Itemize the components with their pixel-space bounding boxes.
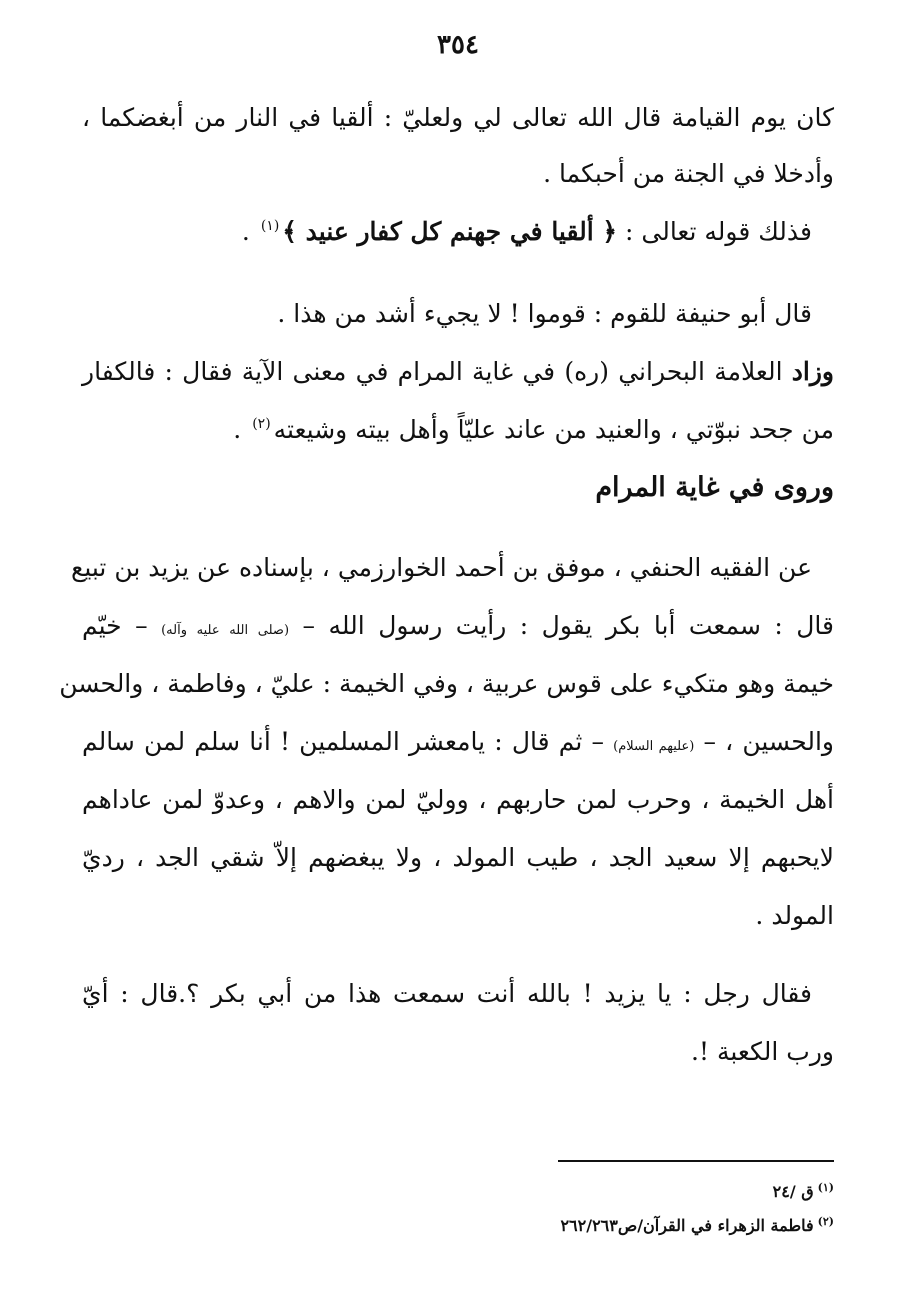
footnote-2-text: فاطمة الزهراء في القرآن/ص٢٦٢/٢٦٣ [560, 1216, 814, 1235]
footnote-2 [560, 1214, 834, 1240]
line-8-text: قال : سمعت أبا بكر يقول : رأيت رسول الله – [289, 611, 834, 640]
text-line-11: أهل الخيمة ، وحرب لمن حاربهم ، ووليّ لمن والاهم ، وعدوّ لمن عاداهم [82, 785, 834, 814]
line-10-text: والحسين ، – [694, 727, 834, 756]
verse-end: . [241, 217, 258, 246]
text-line-9: خيمة وهو متكيء على قوس عربية ، وفي الخيمة : عليّ ، وفاطمة ، والحسن [59, 669, 834, 698]
text-line-4: قال أبو حنيفة للقوم : قوموا ! لا يجيء أشد من هذا . [277, 299, 812, 328]
section-heading: وروى في غاية المرام [595, 472, 834, 503]
verse-intro: فذلك قوله تعالى : [617, 217, 812, 246]
footnote-1 [773, 1180, 834, 1206]
text-line-14: فقال رجل : يا يزيد ! بالله أنت سمعت هذا من أبي بكر ؟.قال : أيّ [82, 979, 812, 1008]
line-6-end: . [233, 415, 250, 444]
lead-word: وزاد [791, 357, 834, 386]
footnote-separator [558, 1160, 834, 1162]
footnote-ref-1: (١) [260, 218, 280, 234]
text-line-5 [82, 352, 834, 392]
footnote-1-text: ق /٢٤ [772, 1182, 814, 1201]
footnote-ref-2: (٢) [252, 416, 271, 432]
text-line-13: المولد . [755, 901, 834, 930]
text-line-2: وأدخلا في الجنة من أحبكما . [543, 159, 834, 188]
text-line-12: لايحبهم إلا سعيد الجد ، طيب المولد ، ولا يبغضهم إلاّ شقي الجد ، رديّ [82, 843, 834, 872]
line-10-end: – ثم قال : يامعشر المسلمين ! أنا سلم لمن سالم [82, 727, 614, 756]
text-line-7: عن الفقيه الحنفي ، موفق بن أحمد الخوارزمي ، بإسناده عن يزيد بن تبيع [71, 553, 812, 582]
footnote-2-mark: (٢) [817, 1215, 834, 1228]
text-line-8 [82, 606, 834, 651]
text-line-1: كان يوم القيامة قال الله تعالى لي ولعليّ : ألقيا في النار من أبغضكما ، [82, 103, 834, 132]
footnote-1-mark: (١) [817, 1181, 834, 1194]
line-5-rest: العلامة البحراني (ره) في غاية المرام في معنى الآية فقال : فالكفار [82, 357, 792, 386]
line-6-text: من جحد نبوّتي ، والعنيد من عاند عليّاً وأهل بيته وشيعته [273, 415, 834, 444]
text-line-10 [82, 722, 834, 767]
salutation-small: (صلى الله عليه وآله) [161, 623, 290, 638]
text-line-15: ورب الكعبة !. [691, 1037, 834, 1066]
page-number: ٣٥٤ [437, 30, 479, 60]
salutation-small-2: (عليهم السلام) [613, 739, 695, 754]
quran-verse: ﴿ ألقيا في جهنم كل كفار عنيد ﴾ [282, 217, 618, 246]
line-8-end: – خيّم [82, 611, 162, 640]
verse-line [82, 212, 834, 256]
text-line-6 [82, 410, 834, 454]
